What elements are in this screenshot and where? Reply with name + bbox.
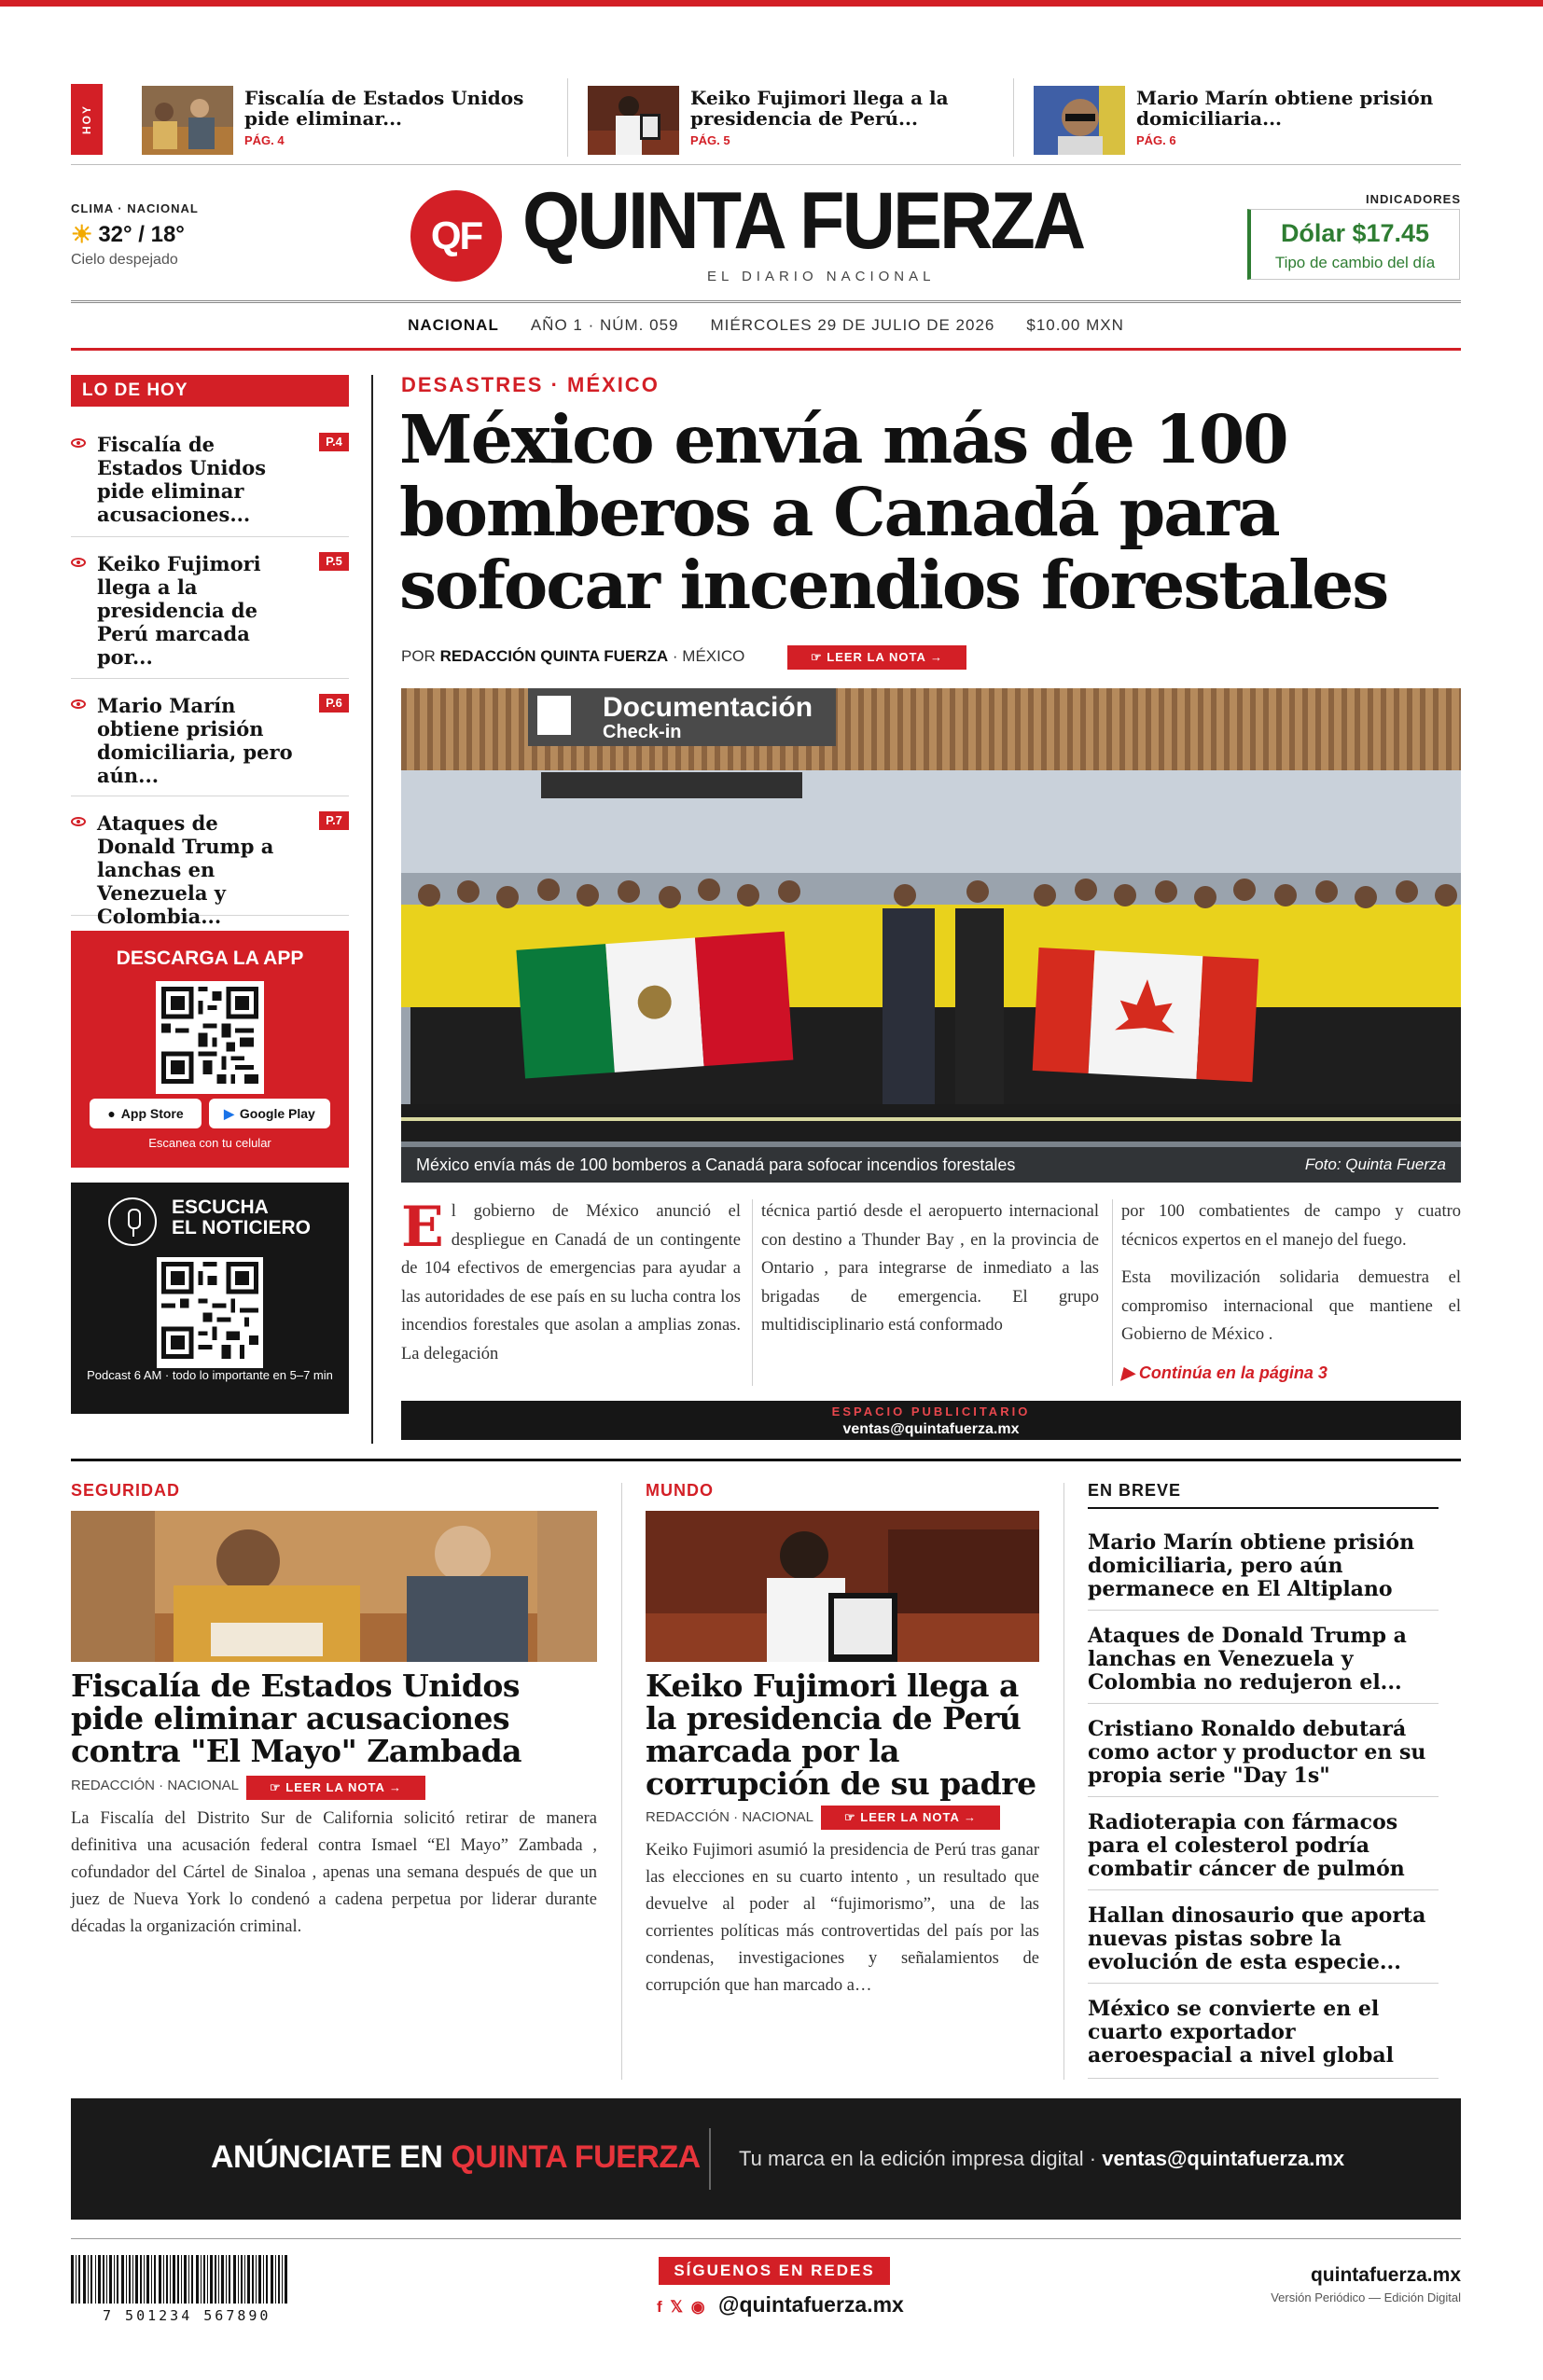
- sidebar-item[interactable]: [71, 811, 349, 928]
- caption-text: México envía más de 100 bomberos a Canadá para sofocar incendios forestales: [416, 1155, 1016, 1174]
- sidebar-item[interactable]: [71, 433, 349, 537]
- ad-email[interactable]: ventas@quintafuerza.mx: [842, 1421, 1020, 1437]
- sidebar-item-page: P.4: [319, 433, 349, 451]
- byline-prefix: POR: [401, 647, 436, 665]
- brief-item[interactable]: Radioterapia con fármacos para el colesterol podría combatir cáncer de pulmón: [1088, 1810, 1405, 1881]
- banner-prefix: ANÚNCIATE EN: [211, 2139, 443, 2175]
- teaser-title: Fiscalía de Estados Unidos pide eliminar...: [244, 87, 524, 130]
- divider: [1088, 1889, 1439, 1890]
- divider: [1088, 1703, 1439, 1704]
- brief-item[interactable]: México se convierte en el cuarto exportador aeroespacial a nivel global: [1088, 1997, 1395, 2068]
- footer-rule: [71, 2238, 1461, 2239]
- ad-label: ESPACIO PUBLICITARIO: [831, 1404, 1031, 1418]
- read-more-button[interactable]: ☞ LEER LA NOTA →: [821, 1806, 1000, 1830]
- eye-icon: [71, 558, 86, 567]
- body-text: l gobierno de México anunció el despliegue en Canadá de un contingente de 104 efectivos de emergencias para ayudar a las autoridades de ese país en su lucha contra los incendios forestales que asolan a amplias zonas. La delegación: [401, 1202, 741, 1363]
- continue-link[interactable]: ▶ Continúa en la página 3: [1121, 1363, 1328, 1382]
- banner-brand: QUINTA FUERZA: [451, 2139, 701, 2175]
- eye-icon: [71, 438, 86, 448]
- social-handle[interactable]: @quintafuerza.mx: [718, 2292, 904, 2317]
- section-rule: [1088, 1507, 1439, 1509]
- photo-sign-title: Documentación: [603, 692, 813, 723]
- sidebar-item[interactable]: [71, 694, 349, 796]
- column-divider: [371, 375, 373, 1444]
- read-more-button[interactable]: ☞ LEER LA NOTA →: [787, 645, 966, 670]
- google-play-label: Google Play: [239, 1106, 315, 1121]
- teaser-page: PÁG. 4: [244, 133, 285, 147]
- teaser-thumbnail: [142, 86, 233, 155]
- body-column: [401, 1197, 741, 1368]
- photo-sign-subtitle: Check-in: [603, 722, 682, 742]
- seguridad-meta: REDACCIÓN · NACIONAL: [71, 1778, 240, 1793]
- teaser-item[interactable]: [1034, 84, 1463, 157]
- body-text: técnica partió desde el aeropuerto internacional con destino a Thunder Bay , en la provincia de Ontario , para integrarse de inmediato a las brigadas de emergencia. El grupo multidisciplinario está conformado: [761, 1202, 1099, 1335]
- divider: [567, 78, 568, 157]
- app-download-title: DESCARGA LA APP: [116, 948, 304, 969]
- logo-icon[interactable]: QF: [410, 190, 502, 282]
- sidebar-item[interactable]: [71, 552, 349, 679]
- podcast-note: Podcast 6 AM · todo lo importante en 5–7 min: [87, 1368, 333, 1382]
- masthead-tagline: EL DIARIO NACIONAL: [707, 269, 936, 284]
- section-seguridad: SEGURIDAD: [71, 1481, 181, 1500]
- podcast-title: [172, 1197, 311, 1238]
- seguridad-text: La Fiscalía del Distrito Sur de California solicitó retirar de manera definitiva una acusación federal contra Ismael “El Mayo” Zambada , cofundador del Cártel de Sinaloa , apenas una semana después de que un juez de Nueva York lo condenó a cadena perpetua por liderar durante décadas la organización criminal.: [71, 1809, 597, 1936]
- teaser-page: PÁG. 6: [1136, 133, 1176, 147]
- dolar-desc: Tipo de cambio del día: [1274, 254, 1436, 271]
- brief-item[interactable]: Hallan dinosaurio que aporta nuevas pistas sobre la evolución de esta especie...: [1088, 1903, 1426, 1974]
- main-headline[interactable]: México envía más de 100 bomberos a Canadá para sofocar incendios forestales: [399, 400, 1388, 624]
- eye-icon: [71, 817, 86, 826]
- play-icon: ▶: [224, 1105, 234, 1121]
- sidebar-item-title: Ataques de Donald Trump a lanchas en Venezuela y Colombia...: [97, 811, 274, 928]
- teaser-item[interactable]: [588, 84, 998, 157]
- microphone-icon: [108, 1197, 157, 1246]
- social-icons[interactable]: f 𝕏 ◉: [657, 2298, 707, 2316]
- byline-place: · MÉXICO: [672, 647, 745, 665]
- qr-code-icon[interactable]: [157, 1257, 263, 1368]
- edition-section: NACIONAL: [408, 316, 499, 334]
- divider: [709, 2128, 711, 2190]
- drop-cap: E: [401, 1195, 444, 1260]
- weather-temp: 32° / 18°: [98, 221, 185, 247]
- divider: [1088, 2078, 1439, 2079]
- photo-caption: [401, 1147, 1461, 1183]
- today-tag: HOY: [71, 84, 103, 155]
- sidebar-heading: LO DE HOY: [71, 375, 349, 407]
- edition-bar: [71, 300, 1461, 351]
- section-breve: EN BREVE: [1088, 1481, 1182, 1500]
- teaser-page: PÁG. 5: [690, 133, 730, 147]
- seguridad-image: [71, 1511, 597, 1662]
- mundo-meta: REDACCIÓN · NACIONAL: [646, 1809, 814, 1825]
- section-rule: [71, 1459, 1461, 1461]
- brief-item[interactable]: Mario Marín obtiene prisión domiciliaria, pero aún permanece en El Altiplano: [1088, 1530, 1415, 1601]
- banner-headline: [211, 2139, 701, 2176]
- teaser-thumbnail: [588, 86, 679, 155]
- weather-desc: Cielo despejado: [71, 252, 178, 268]
- mundo-headline[interactable]: Keiko Fujimori llega a la presidencia de Perú marcada por la corrupción de su padre: [646, 1667, 1036, 1802]
- teaser-thumbnail: [1034, 86, 1125, 155]
- brief-item[interactable]: Cristiano Ronaldo debutará como actor y productor en su propia serie "Day 1s": [1088, 1717, 1426, 1788]
- ad-strip[interactable]: [401, 1401, 1461, 1440]
- weather-label: CLIMA · NACIONAL: [71, 201, 199, 215]
- divider: [1088, 1610, 1439, 1611]
- divider: [1013, 78, 1014, 157]
- teaser-title: Keiko Fujimori llega a la presidencia de Perú...: [690, 87, 949, 130]
- sun-icon: ☀: [71, 220, 93, 248]
- body-text: Esta movilización solidaria demuestra el compromiso internacional que mantiene el Gobierno de México .: [1121, 1268, 1461, 1344]
- app-store-label: App Store: [120, 1106, 184, 1121]
- sidebar-item-title: Keiko Fujimori llega a la presidencia de Perú marcada por...: [97, 552, 261, 669]
- sidebar-item-title: Fiscalía de Estados Unidos pide eliminar acusaciones...: [97, 433, 267, 526]
- divider: [1112, 1199, 1113, 1386]
- banner-email[interactable]: ventas@quintafuerza.mx: [1102, 2147, 1345, 2170]
- dolar-value: Dólar $17.45: [1280, 219, 1430, 247]
- advertise-banner[interactable]: [71, 2098, 1461, 2220]
- indicators-label: INDICADORES: [1365, 192, 1461, 206]
- sidebar-item-page: P.5: [319, 552, 349, 571]
- edition-date: MIÉRCOLES 29 DE JULIO DE 2026: [710, 316, 995, 334]
- teaser-title: Mario Marín obtiene prisión domiciliaria...: [1136, 87, 1434, 130]
- body-text: por 100 combatientes de campo y cuatro técnicos expertos en el manejo del fuego.: [1121, 1202, 1461, 1250]
- main-byline: [401, 647, 744, 666]
- section-mundo: MUNDO: [646, 1481, 714, 1500]
- podcast-title-line: EL NOTICIERO: [172, 1217, 311, 1238]
- sidebar-item-title: Mario Marín obtiene prisión domiciliaria, pero aún...: [97, 694, 293, 787]
- divider: [1088, 1983, 1439, 1984]
- eye-icon: [71, 699, 86, 709]
- mundo-text: Keiko Fujimori asumió la presidencia de Perú tras ganar las elecciones en su cuarto intento , un resultado que devuelve al poder al “fujimorismo”, una de las corrientes políticas más controvertidas del país por las condenas, investigaciones y señalamientos de corrupción que han marcado a…: [646, 1841, 1039, 1995]
- app-store-button[interactable]: [90, 1099, 202, 1128]
- mundo-image: [646, 1511, 1039, 1662]
- follow-label: SÍGUENOS EN REDES: [659, 2257, 890, 2285]
- byline-author: REDACCIÓN QUINTA FUERZA: [439, 647, 669, 665]
- seguridad-headline[interactable]: Fiscalía de Estados Unidos pide eliminar acusaciones contra "El Mayo" Zambada: [71, 1667, 522, 1769]
- footer-site: [1213, 2264, 1461, 2304]
- edition-number: AÑO 1 · NÚM. 059: [530, 316, 679, 334]
- main-kicker: DESASTRES · MÉXICO: [401, 373, 660, 396]
- apple-icon: ●: [107, 1106, 116, 1121]
- social-handle-row[interactable]: [657, 2292, 904, 2318]
- masthead-title[interactable]: QUINTA FUERZA: [522, 176, 1084, 266]
- edition-price: $10.00 MXN: [1026, 316, 1124, 334]
- barcode-number: 7 501234 567890: [103, 2307, 271, 2324]
- qr-code-icon[interactable]: [156, 981, 264, 1094]
- divider: [752, 1199, 753, 1386]
- teaser-item[interactable]: [142, 84, 552, 157]
- site-version: Versión Periódico — Edición Digital: [1271, 2290, 1461, 2304]
- dolar-indicator: [1247, 209, 1460, 280]
- app-scan-note: Escanea con tu celular: [148, 1136, 271, 1150]
- podcast-box[interactable]: [71, 1183, 349, 1414]
- brief-item[interactable]: Ataques de Donald Trump a lanchas en Venezuela y Colombia no redujeron el...: [1088, 1624, 1407, 1695]
- sidebar-item-page: P.6: [319, 694, 349, 713]
- top-accent-bar: [0, 0, 1543, 7]
- body-column: [761, 1197, 1099, 1340]
- weather-temp-row: [71, 220, 185, 249]
- read-more-button[interactable]: ☞ LEER LA NOTA →: [246, 1776, 425, 1800]
- sidebar-item-page: P.7: [319, 811, 349, 830]
- divider: [621, 1483, 622, 2080]
- photo-credit: Foto: Quinta Fuerza: [1304, 1155, 1446, 1173]
- divider: [1063, 1483, 1064, 2080]
- podcast-title-line: ESCUCHA: [172, 1197, 269, 1218]
- divider: [1088, 1796, 1439, 1797]
- site-url[interactable]: quintafuerza.mx: [1310, 2264, 1461, 2286]
- banner-text: Tu marca en la edición impresa digital ·: [739, 2147, 1097, 2170]
- google-play-button[interactable]: [209, 1099, 330, 1128]
- divider: [71, 164, 1461, 165]
- body-column: [1121, 1197, 1461, 1349]
- main-photo: [401, 688, 1461, 1183]
- banner-text-row: [739, 2147, 1344, 2171]
- app-download-box: [71, 931, 349, 1168]
- barcode-icon: [71, 2255, 287, 2304]
